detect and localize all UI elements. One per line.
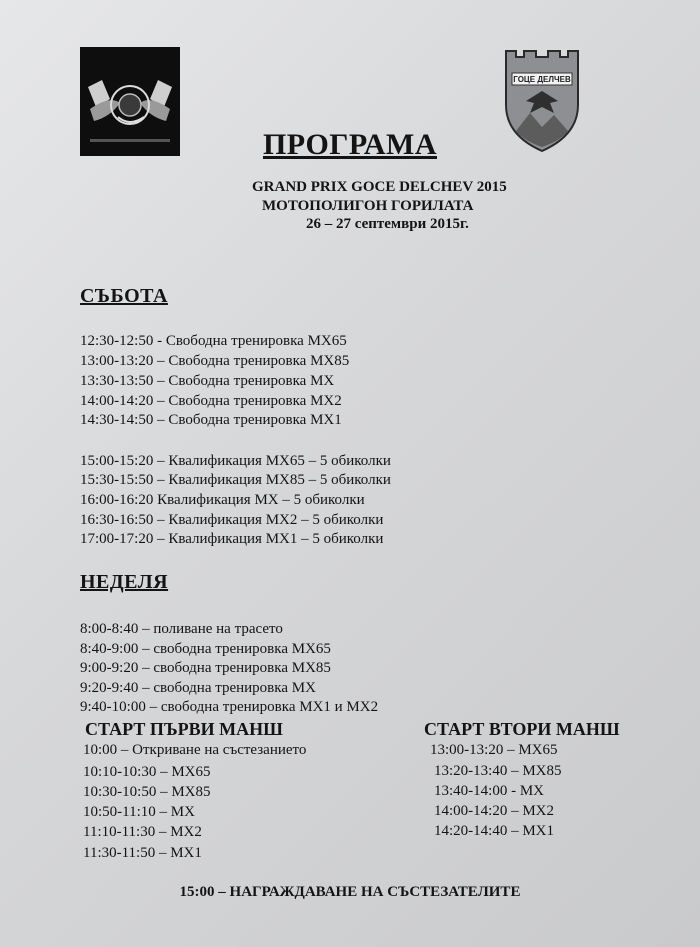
second-manche-item: 14:00-14:20 – MX2: [434, 803, 554, 819]
sunday-heading: НЕДЕЛЯ: [80, 571, 169, 593]
awards-ceremony: 15:00 – НАГРАЖДАВАНЕ НА СЪСТЕЗАТЕЛИТЕ: [179, 884, 521, 900]
saturday-training-item: 14:30-14:50 – Свободна тренировка MX1: [80, 412, 342, 428]
venue-name: МОТОПОЛИГОН ГОРИЛАТА: [262, 198, 474, 214]
saturday-qualification-item: 16:00-16:20 Квалификация MX – 5 обиколки: [80, 492, 365, 508]
sunday-morning-item: 9:00-9:20 – свободна тренировка MX85: [80, 660, 331, 676]
first-manche-item: 11:30-11:50 – MX1: [83, 845, 202, 861]
saturday-training-item: 13:30-13:50 – Свободна тренировка MX: [80, 373, 335, 389]
first-manche-heading: СТАРТ ПЪРВИ МАНШ: [85, 719, 283, 739]
second-manche-item: 13:00-13:20 – MX65: [430, 742, 558, 758]
second-manche-item: 13:40-14:00 - MX: [434, 783, 544, 799]
first-manche-item: 10:30-10:50 – MX85: [83, 784, 211, 800]
saturday-training-item: 13:00-13:20 – Свободна тренировка MX85: [80, 353, 350, 369]
second-manche-item: 14:20-14:40 – MX1: [434, 823, 554, 839]
first-manche-item: 10:00 – Откриване на състезанието: [83, 742, 307, 758]
saturday-qualification-item: 16:30-16:50 – Квалификация MX2 – 5 обиколки: [80, 512, 384, 528]
saturday-qualification-item: 17:00-17:20 – Квалификация MX1 – 5 обиколки: [80, 531, 384, 547]
saturday-qualification-item: 15:00-15:20 – Квалификация MX65 – 5 обиколки: [80, 453, 391, 469]
saturday-qualification-item: 15:30-15:50 – Квалификация MX85 – 5 обиколки: [80, 472, 391, 488]
event-name: GRAND PRIX GOCE DELCHEV 2015: [252, 179, 507, 195]
first-manche-item: 10:50-11:10 – MX: [83, 804, 195, 820]
event-dates: 26 – 27 септември 2015г.: [306, 216, 469, 232]
sunday-morning-item: 8:00-8:40 – поливане на трасето: [80, 621, 283, 637]
sunday-morning-item: 9:20-9:40 – свободна тренировка MX: [80, 680, 316, 696]
svg-text:ГОЦЕ ДЕЛЧЕВ: ГОЦЕ ДЕЛЧЕВ: [513, 75, 571, 84]
sunday-morning-item: 8:40-9:00 – свободна тренировка MX65: [80, 641, 331, 657]
saturday-heading: СЪБОТА: [80, 285, 168, 307]
saturday-training-item: 14:00-14:20 – Свободна тренировка MX2: [80, 393, 342, 409]
second-manche-heading: СТАРТ ВТОРИ МАНШ: [424, 719, 620, 739]
second-manche-item: 13:20-13:40 – MX85: [434, 763, 562, 779]
first-manche-item: 10:10-10:30 – MX65: [83, 764, 211, 780]
saturday-training-item: 12:30-12:50 - Свободна тренировка MX65: [80, 333, 347, 349]
page-title: ПРОГРАМА: [262, 128, 438, 161]
sunday-morning-item: 9:40-10:00 – свободна тренировка MX1 и MX2: [80, 699, 379, 715]
first-manche-item: 11:10-11:30 – MX2: [83, 824, 202, 840]
